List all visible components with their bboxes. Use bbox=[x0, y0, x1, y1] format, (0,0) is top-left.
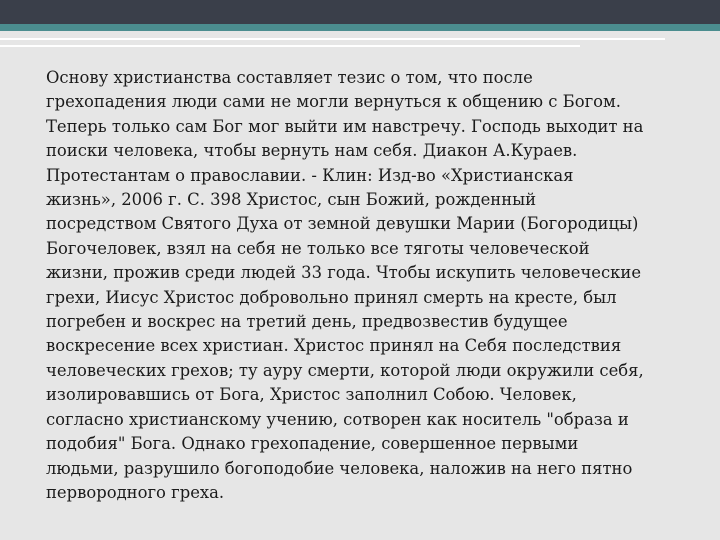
slide-body-text: Основу христианства составляет тезис о том, что после грехопадения люди сами не могли вернуться к общению с Богом. Теперь только сам Бог мог выйти им навстречу. Господь выходит на поиски человека, чтобы вернуть нам себя. Диакон А.Кураев. Протестантам о православии. - Клин: Изд-во «Христианская жизнь», 2006 г. С. 398 Христос, сын Божий, рожденный посредством Святого Духа от земной девушки Марии (Богородицы) Богочеловек, взял на себя не только все тяготы человеческой жизни, прожив среди людей 33 года. Чтобы искупить человеческие грехи, Иисус Христос добровольно принял смерть на кресте, был погребен и воскрес на третий день, предвозвестив будущее воскресение всех христиан. Христос принял на Себя последствия человеческих грехов; ту ауру смерти, которой люди окружили себя, изолировавшись от Бога, Христос заполнил Собою. Человек, согласно христианскому учению, сотворен как носитель "образа и подобия" Бога. Однако грехопадение, совершенное первыми людьми, разрушило богоподобие человека, наложив на него пятно первородного греха. bbox=[46, 68, 644, 502]
decorative-rule-bottom bbox=[0, 45, 580, 47]
header-bar-dark bbox=[0, 0, 720, 24]
header-bar-accent bbox=[0, 24, 720, 31]
decorative-rule-top bbox=[0, 38, 665, 40]
